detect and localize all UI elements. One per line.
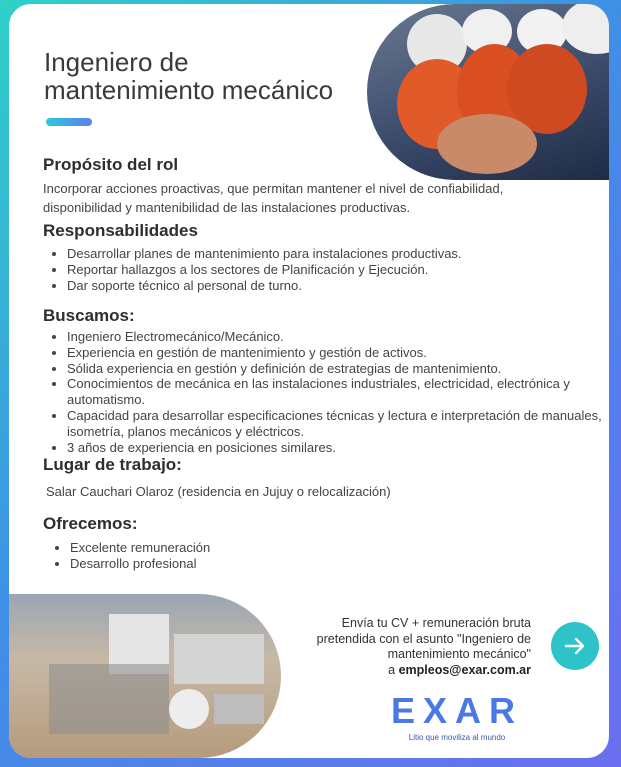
cta-line-2: pretendida con el asunto "Ingeniero de: [316, 631, 531, 646]
apply-instructions: [271, 616, 531, 678]
offer-heading: Ofrecemos:: [43, 514, 138, 533]
list-item: • Sólida experiencia en gestión y definición de estrategias de mantenimiento.: [67, 361, 607, 377]
list-item: • 3 años de experiencia en posiciones similares.: [67, 440, 607, 456]
logo-text: EXAR: [390, 692, 524, 730]
apply-arrow-button[interactable]: [551, 622, 599, 670]
list-item: • Capacidad para desarrollar especificaciones técnicas y lectura e interpretación de manuales, isometría, planos mecánicos y eléctricos.: [67, 408, 607, 440]
list-item: • Experiencia en gestión de mantenimiento y gestión de activos.: [67, 345, 607, 361]
workplace-text: Salar Cauchari Olaroz (residencia en Jujuy o relocalización): [46, 484, 391, 499]
purpose-heading: Propósito del rol: [43, 155, 179, 174]
list-item: • Dar soporte técnico al personal de turno.: [67, 278, 607, 294]
list-item: • Ingeniero Electromecánico/Mecánico.: [67, 329, 607, 345]
seeking-heading: Buscamos:: [43, 306, 135, 325]
list-item: • Reportar hallazgos a los sectores de Planificación y Ejecución.: [67, 262, 607, 278]
responsibilities-heading: Responsabilidades: [43, 221, 198, 240]
cta-line-4: [271, 663, 531, 679]
title-line-2: mantenimiento mecánico: [44, 75, 334, 105]
purpose-text: Incorporar acciones proactivas, que permitan mantener el nivel de confiabilidad, disponibilidad y mantenibilidad de las instalaciones productivas.: [43, 181, 504, 215]
title-accent-bar: [46, 118, 92, 126]
exar-logo: [373, 692, 541, 730]
seeking-list: [49, 329, 607, 455]
apply-email-link[interactable]: empleos@exar.com.ar: [398, 662, 531, 677]
plant-photo: [9, 594, 281, 758]
page-title: [44, 48, 374, 104]
cta-line-1: Envía tu CV + remuneración bruta: [341, 616, 531, 630]
list-item: • Desarrollar planes de mantenimiento para instalaciones productivas.: [67, 246, 607, 262]
arrow-right-icon: [563, 634, 587, 658]
workplace-heading: Lugar de trabajo:: [43, 455, 182, 474]
title-line-1: Ingeniero de: [44, 47, 189, 77]
cta-line-3: mantenimiento mecánico": [387, 647, 531, 661]
list-item: • Excelente remuneración: [70, 540, 609, 556]
responsibilities-list: [49, 246, 607, 293]
offer-list: [52, 540, 609, 572]
list-item: • Conocimientos de mecánica en las instalaciones industriales, electricidad, electrónica y automatismo.: [67, 376, 607, 408]
job-posting-card: [9, 4, 609, 758]
logo-tagline: Litio que moviliza al mundo: [408, 733, 506, 742]
team-photo: [367, 4, 609, 180]
cta-prefix: a: [388, 662, 399, 677]
list-item: • Desarrollo profesional: [70, 556, 609, 572]
